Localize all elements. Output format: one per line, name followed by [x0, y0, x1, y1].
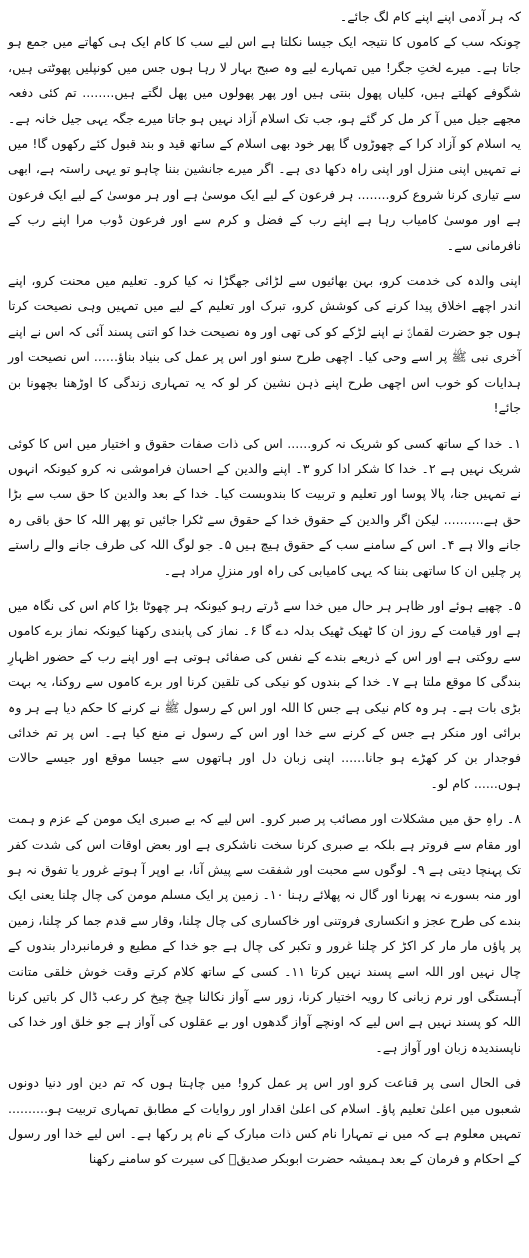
paragraph-opening-line: کہ ہر آدمی اپنے اپنے کام لگ جائے۔: [339, 9, 521, 24]
paragraph-points-1-4: ۱۔ خدا کے ساتھ کسی کو شریک نہ کرو...... اس کی ذات صفات حقوق و اختیار میں اس کا کوئی شریک نہیں ہے ۲۔ خدا کا شکر ادا کرو ۳۔ اپنے والدین کے احسان فراموشی نہ کرو کیونکہ انہوں نے تمہیں جنا، پالا پوسا اور تعلیم و تربیت کا بندوبست کیا۔ خدا کے بعد والدین کا حق سب سے بڑا حق ہے.......... لیکن اگر والدین کے حقوق خدا کے حقوق سے ٹکرا جائیں تو پھر اللہ کا حق باقی رہ جانے والا ہے ۴۔ اس کے سامنے سب کے حقوق ہیچ ہیں ۵۔ جو لوگ اللہ کی طرف جانے والے راستے پر چلیں ان کا ساتھی بننا کہ یہی کامیابی کی راہ اور منزلِ مراد ہے۔: [8, 435, 521, 578]
paragraph-spacer: [8, 1060, 521, 1070]
paragraph-closing: فی الحال اسی پر قناعت کرو اور اس پر عمل کرو! میں چاہتا ہوں کہ تم دین اور دنیا دونوں شعبوں میں اعلیٰ تعلیم پاؤ۔ اسلام کی اعلیٰ اقدار اور روایات کے مطابق تمہاری تربیت ہو.......... تمہیں معلوم ہے کہ میں نے تمہارا نام کس ذات مبارک کے نام پر رکھا ہے۔ اس لیے خدا اور رسول کے احکام و فرمان کے بعد ہمیشہ حضرت ابوبکر صدیقؓ کی سیرت کو سامنے رکھنا: [8, 1075, 521, 1167]
paragraph-points-8-11: ۸۔ راہِ حق میں مشکلات اور مصائب پر صبر کرو۔ اس لیے کہ بے صبری ایک مومن کے عزم و ہمت اور مقام سے فروتر ہے بلکہ بے صبری کرنا سخت ناشکری ہے اور بعض اوقات اس کی شدت کفر تک پہنچا دیتی ہے ۹۔ لوگوں سے محبت اور شفقت سے پیش آنا، بے اوپر آ ہوتے غرور یا تفوق نہ ہو اور منہ بسورے نہ پھرنا اور گال نہ پھلائے رہنا ۱۰۔ زمین پر ایک مسلم مومن کی چال چلنا یعنی ایک بندے کی طرح عجز و انکساری فروتنی اور خاکساری کی چال چلنا، وقار سے قدم جما کر چلنا، زمین پر پاؤں مار مار کر اکڑ کر چلنا غرور و تکبر کی چال ہے جو خدا کے مطیع و فرمانبردار بندوں کے چال نہیں اور اللہ اسے پسند نہیں کرتا ۱۱۔ کسی کے ساتھ کلام کرتے وقت خوش خلقی متانت آہستگی اور نرم زبانی کا رویہ اختیار کرنا، زور سے آواز نکالنا چیخ چیخ کر رعب ڈال کر باتیں کرنا اللہ کو پسند نہیں ہے اس لیے کہ اونچے آواز گدھوں اور بے عقلوں کی آواز ہے جو خلق اور خدا کی ناپسندیدہ زبان اور آواز ہے۔: [8, 811, 522, 1055]
paragraph-spacer: [8, 258, 521, 268]
paragraph-spacer: [8, 421, 521, 431]
paragraph-advice: اپنی والدہ کی خدمت کرو، بہن بھائیوں سے لڑائی جھگڑا نہ کیا کرو۔ تعلیم میں محنت کرو، اپنے اندر اچھے اخلاق پیدا کرنے کی کوشش کرو، تبرک اور تعلیم کے لیے میں تمہیں وہی نصیحت کرتا ہوں جو حضرت لقمانؑ نے اپنے لڑکے کو کی تھی اور وہ نصیحت خدا کو اتنی پسند آئی کہ اس نے اپنے آخری نبی ﷺ پر اسے وحی کیا۔ اچھی طرح سنو اور اس پر عمل کی بنیاد بناؤ...... اس نصیحت اور ہدایات کو خوب اس اچھی طرح اپنے ذہن نشین کر لو کہ یہ تمہاری زندگی کا اوڑھنا بچھونا بن جائے!: [8, 273, 521, 416]
paragraph-letter-body: چونکہ سب کے کاموں کا نتیجہ ایک جیسا نکلتا ہے اس لیے سب کا کام ایک ہی کھاتے میں جمع ہو جاتا ہے۔ میرے لختِ جگر! میں تمہارے لیے وہ صبح بہار لا رہا ہوں جس میں کونپلیں پھوٹتی ہیں، شگوفے کھلتے ہیں، کلیاں پھول بنتی ہیں اور پھر پھولوں میں پھل لگتے ہیں........ تم کئی دفعہ مجھے جیل میں آ کر مل کر گئے ہو، جب تک اسلام آزاد نہیں ہو جاتا میرے جگہ یہی جیل خانہ ہے۔ یہ اسلام کو آزاد کرا کے چھوڑوں گا پھر خود بھی اسلام کے ساتھ قید و بند قبول کئے رکھوں گا! میں نے تمہیں اپنی منزل اور اپنی راہ دکھا دی ہے۔ اگر میرے جانشین بننا چاہو تو یہی راستہ ہے، ابھی سے تیاری کرنا شروع کرو........ ہر فرعون کے لیے ایک موسیٰ ہے اور ہر موسیٰ کے لیے ایک فرعون ہے اور موسیٰ کامیاب رہا ہے اپنے رب کے فضل و کرم سے اور فرعون ڈوب مرا اپنے رب کے نافرمانی سے۔: [8, 34, 521, 253]
paragraph-spacer: [8, 583, 521, 593]
paragraph-points-5-7: ۵۔ چھپے ہوئے اور ظاہر ہر حال میں خدا سے ڈرتے رہو کیونکہ ہر چھوٹا بڑا کام اس کی نگاہ میں ہے اور قیامت کے روز ان کا ٹھیک ٹھیک بدلہ دے گا ۶۔ نماز کی پابندی رکھنا کیونکہ نماز برے کاموں سے روکتی ہے اور اس کے ذریعے بندے کے نفس کی صفائی ہوتی ہے اور اپنے رب کے حضور اظہارِ بندگی کا موقع ملتا ہے ۷۔ خدا کے بندوں کو نیکی کی تلقین کرنا اور برے کاموں سے روکنا، یہ بہت بڑی بات ہے۔ ہر وہ کام نیکی ہے جس کا اللہ اور اس کے رسول ﷺ نے کرنے کا حکم دیا ہے ہر وہ برائی اور منکر ہے جس کے کرنے سے خدا اور اس کے رسول نے منع کیا ہے۔ اس پر تم خدائی فوجدار بن کر کھڑے ہو جانا...... اپنی زبان دل اور ہاتھوں سے جیسا موقع اور جیسے حالات ہوں...... کام لو۔: [8, 597, 521, 791]
paragraph-spacer: [8, 796, 521, 806]
